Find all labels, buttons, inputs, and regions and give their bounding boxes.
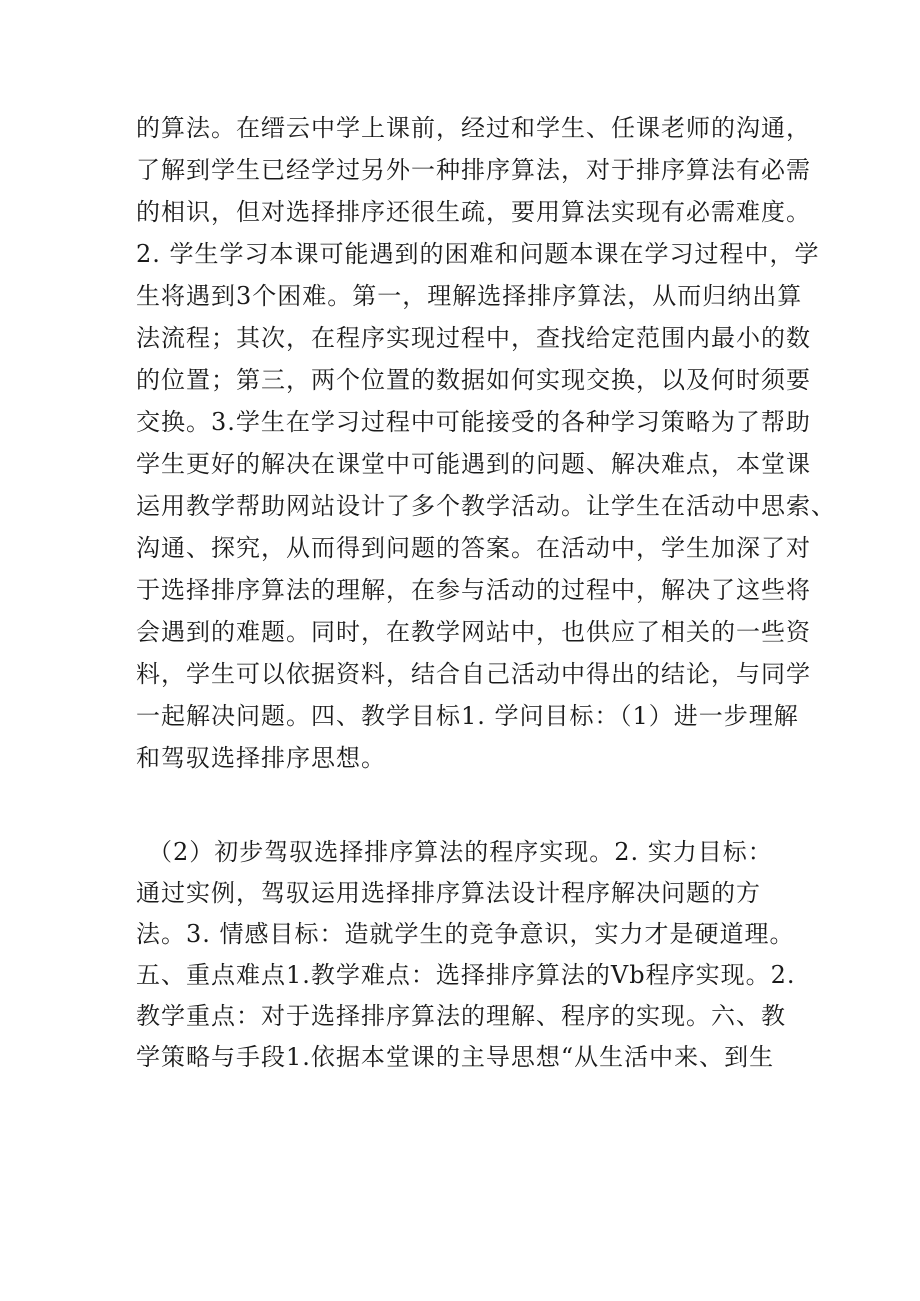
text-line: 生将遇到3个困难。第一，理解选择排序算法，从而归纳出算 <box>136 282 803 310</box>
text-line: 2. 学生学习本课可能遇到的困难和问题本课在学习过程中，学 <box>136 240 820 268</box>
text-line: 料，学生可以依据资料，结合自己活动中得出的结论，与同学 <box>136 660 811 688</box>
text-line: 的位置；第三，两个位置的数据如何实现交换，以及何时须要 <box>136 366 811 394</box>
paragraph-body-continued <box>136 832 816 1078</box>
text-line: 教学重点：对于选择排序算法的理解、程序的实现。六、教 <box>136 1002 786 1030</box>
text-line: 法。3. 情感目标：造就学生的竞争意识，实力才是硬道理。 <box>136 920 795 948</box>
text-line: 于选择排序算法的理解，在参与活动的过程中，解决了这些将 <box>136 576 811 604</box>
paragraph-body <box>136 108 836 780</box>
text-line: 和驾驭选择排序思想。 <box>136 744 386 772</box>
text-line: 的相识，但对选择排序还很生疏，要用算法实现有必需难度。 <box>136 198 811 226</box>
text-line: 一起解决问题。四、教学目标1. 学问目标：（1）进一步理解 <box>136 702 799 730</box>
text-line: 学生更好的解决在课堂中可能遇到的问题、解决难点，本堂课 <box>136 450 811 478</box>
text-line: 交换。3.学生在学习过程中可能接受的各种学习策略为了帮助 <box>136 408 811 436</box>
text-line: （2）初步驾驭选择排序算法的程序实现。2. 实力目标： <box>148 838 773 866</box>
text-line: 的算法。在缙云中学上课前，经过和学生、任课老师的沟通， <box>136 114 811 142</box>
text-line: 了解到学生已经学过另外一种排序算法，对于排序算法有必需 <box>136 156 811 184</box>
text-line: 运用教学帮助网站设计了多个教学活动。让学生在活动中思索、 <box>136 492 836 520</box>
text-line: 通过实例，驾驭运用选择排序算法设计程序解决问题的方 <box>136 879 761 907</box>
text-line: 学策略与手段1.依据本堂课的主导思想“从生活中来、到生 <box>136 1043 775 1071</box>
text-line: 沟通、探究，从而得到问题的答案。在活动中，学生加深了对 <box>136 534 811 562</box>
text-line: 法流程；其次，在程序实现过程中，查找给定范围内最小的数 <box>136 324 811 352</box>
text-line: 五、重点难点1.教学难点：选择排序算法的Vb程序实现。2. <box>136 961 796 989</box>
text-line: 会遇到的难题。同时，在教学网站中，也供应了相关的一些资 <box>136 618 811 646</box>
